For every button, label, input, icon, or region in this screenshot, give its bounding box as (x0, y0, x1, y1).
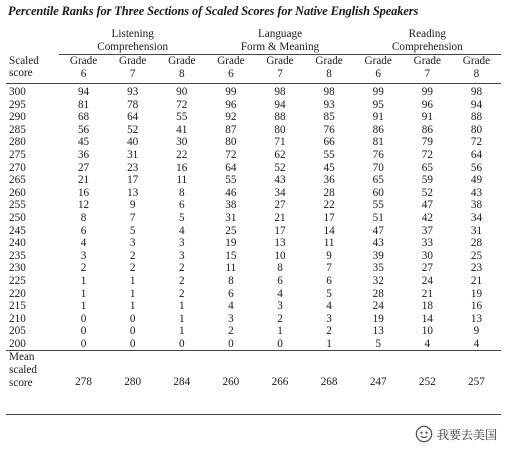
percentile-cell: 6 (277, 274, 283, 287)
mean-body (6, 351, 501, 389)
percentile-cell: 39 (372, 249, 384, 262)
percentile-cell: 93 (127, 86, 139, 98)
percentile-cell: 4 (277, 287, 283, 300)
percentile-cell: 7 (326, 262, 332, 275)
percentile-cell: 43 (372, 237, 384, 250)
percentile-cell: 94 (274, 98, 286, 111)
scaled-score-cell: 215 (9, 300, 26, 313)
percentile-cell: 0 (80, 312, 87, 325)
percentile-cell: 15 (225, 249, 237, 262)
section-title-line1: Language (257, 28, 303, 40)
percentile-cell: 72 (421, 148, 433, 161)
percentile-cell: 11 (176, 174, 188, 187)
corner-cell (6, 28, 59, 55)
percentile-cell: 21 (421, 287, 433, 300)
percentile-cell: 64 (127, 111, 139, 124)
grade-header: Grade 8 (462, 55, 491, 80)
percentile-cell: 59 (421, 174, 433, 187)
percentile-cell: 3 (80, 249, 87, 262)
table-row (6, 237, 501, 250)
percentile-cell: 65 (421, 161, 433, 174)
percentile-cell: 35 (372, 262, 384, 275)
table-row (6, 136, 501, 149)
percentile-cell: 76 (323, 123, 335, 136)
table-title: Percentile Ranks for Three Sections of Scaled Scores for Native English Speakers (8, 4, 419, 18)
percentile-cell: 62 (274, 148, 286, 161)
percentile-cell: 5 (129, 224, 136, 237)
percentile-cell: 88 (274, 111, 286, 124)
percentile-cell: 16 (176, 161, 188, 174)
percentile-cell: 18 (421, 300, 433, 313)
percentile-cell: 19 (372, 312, 384, 325)
grade-header-row (6, 55, 501, 84)
percentile-cell: 24 (372, 300, 384, 313)
percentile-cell: 17 (127, 174, 139, 187)
percentile-cell: 8 (277, 262, 283, 275)
percentile-cell: 25 (225, 224, 237, 237)
percentile-cell: 11 (323, 237, 335, 250)
percentile-cell: 28 (372, 287, 384, 300)
percentile-cell: 46 (225, 186, 237, 199)
percentile-cell: 68 (77, 111, 90, 124)
percentile-cell: 98 (470, 86, 483, 98)
percentile-cell: 4 (473, 337, 480, 350)
percentile-cell: 19 (470, 287, 483, 300)
mean-score-cell: 252 (403, 351, 452, 389)
section-title-line1: Reading (408, 28, 446, 40)
scaled-score-cell: 240 (9, 237, 26, 250)
scaled-score-cell: 275 (9, 148, 26, 161)
percentile-cell: 1 (178, 325, 185, 338)
percentile-cell: 37 (421, 224, 433, 237)
percentile-cell: 11 (225, 262, 237, 275)
percentile-cell: 31 (127, 148, 139, 161)
mean-score-cell: 284 (157, 351, 206, 389)
scaled-score-cell: 235 (9, 249, 26, 262)
mean-score-cell: 260 (206, 351, 255, 389)
percentile-cell: 2 (228, 325, 234, 338)
percentile-cell: 72 (176, 98, 188, 111)
grade-header: Grade 7 (413, 55, 441, 80)
percentile-cell: 0 (129, 312, 136, 325)
percentile-cell: 30 (176, 136, 188, 149)
percentile-cell: 80 (274, 123, 286, 136)
percentile-cell: 31 (470, 224, 483, 237)
grade-header: Grade 6 (217, 55, 245, 80)
mean-label: Mean scaled score (6, 351, 59, 389)
grade-header: Grade 8 (168, 55, 196, 80)
table-row (6, 99, 501, 112)
percentile-cell: 99 (372, 86, 384, 98)
percentile-cell: 4 (326, 300, 332, 313)
percentile-cell: 33 (421, 237, 433, 250)
percentile-cell: 0 (178, 337, 185, 350)
percentile-cell: 90 (176, 86, 188, 98)
percentile-cell: 1 (80, 274, 87, 287)
percentile-cell: 49 (470, 174, 483, 187)
table-row (6, 124, 501, 137)
table-row (6, 199, 501, 212)
grade-header: Grade 7 (266, 55, 294, 80)
table-row (6, 162, 501, 175)
scaled-score-cell: 290 (9, 111, 26, 124)
scaled-score-cell: 250 (9, 211, 26, 224)
percentile-cell: 13 (372, 325, 384, 338)
percentile-cell: 28 (470, 237, 483, 250)
percentile-cell: 72 (225, 148, 237, 161)
percentile-cell: 0 (129, 337, 136, 350)
percentile-cell: 8 (178, 186, 185, 199)
percentile-cell: 1 (80, 300, 87, 313)
grade-header: Grade 8 (315, 55, 343, 80)
mean-score-cell: 266 (255, 351, 304, 389)
percentile-cell: 78 (127, 98, 139, 111)
table-row (6, 288, 501, 301)
percentile-cell: 21 (274, 211, 286, 224)
scaled-score-cell: 230 (9, 262, 26, 275)
percentile-cell: 72 (470, 136, 483, 149)
mean-score-cell: 280 (108, 351, 157, 389)
percentile-cell: 0 (129, 325, 136, 338)
percentile-cell: 27 (274, 199, 286, 212)
section-header-row (6, 28, 501, 55)
scaled-score-header: Scaled score (9, 54, 39, 80)
mean-score-cell: 278 (59, 351, 108, 389)
percentile-cell: 8 (80, 211, 87, 224)
percentile-cell: 99 (421, 86, 433, 98)
percentile-cell: 3 (129, 237, 136, 250)
percentile-cell: 12 (77, 199, 90, 212)
percentile-cell: 13 (470, 312, 483, 325)
section-title-line2: Comprehension (97, 40, 169, 53)
table-row (6, 300, 501, 313)
percentile-cell: 19 (225, 237, 237, 250)
percentile-cell: 94 (77, 86, 90, 98)
percentile-cell: 2 (80, 262, 87, 275)
scaled-score-cell: 245 (9, 224, 26, 237)
table-row (6, 262, 501, 275)
table-row (6, 111, 501, 124)
percentile-cell: 36 (77, 148, 90, 161)
percentile-cell: 3 (277, 300, 283, 313)
percentile-cell: 1 (129, 300, 136, 313)
percentile-cell: 23 (127, 161, 139, 174)
percentile-cell: 1 (178, 300, 185, 313)
percentile-cell: 96 (421, 98, 433, 111)
percentile-cell: 64 (470, 148, 483, 161)
percentile-cell: 13 (127, 186, 139, 199)
percentile-cell: 3 (178, 249, 185, 262)
percentile-cell: 2 (178, 262, 185, 275)
percentile-cell: 25 (470, 249, 483, 262)
mean-score-cell: 247 (354, 351, 403, 389)
percentile-cell: 7 (129, 211, 136, 224)
percentile-cell: 40 (127, 136, 139, 149)
table-row (6, 250, 501, 263)
percentile-cell: 31 (225, 211, 237, 224)
percentile-cell: 55 (225, 174, 237, 187)
percentile-cell: 81 (372, 136, 384, 149)
table-row (6, 212, 501, 225)
percentile-cell: 5 (178, 211, 185, 224)
scaled-score-cell: 205 (9, 325, 26, 338)
percentile-cell: 9 (326, 249, 332, 262)
percentile-cell: 64 (225, 161, 237, 174)
percentile-cell: 34 (470, 211, 483, 224)
percentile-cell: 13 (274, 237, 286, 250)
percentile-cell: 24 (421, 274, 433, 287)
percentile-cell: 6 (228, 287, 234, 300)
scaled-score-cell: 200 (9, 337, 26, 350)
scaled-score-cell: 210 (9, 312, 26, 325)
percentile-cell: 94 (470, 98, 483, 111)
percentile-cell: 51 (372, 211, 384, 224)
scaled-score-cell: 220 (9, 287, 26, 300)
table-row (6, 275, 501, 288)
percentile-cell: 32 (372, 274, 384, 287)
percentile-cell: 5 (375, 337, 381, 350)
percentile-cell: 1 (277, 325, 283, 338)
percentile-cell: 96 (225, 98, 237, 111)
percentile-cell: 16 (77, 186, 90, 199)
scaled-score-cell: 280 (9, 136, 26, 149)
percentile-cell: 10 (274, 249, 286, 262)
section-title-line2: Form & Meaning (240, 40, 320, 53)
percentile-cell: 41 (176, 123, 188, 136)
table-row (6, 325, 501, 338)
percentile-cell: 21 (470, 274, 483, 287)
percentile-cell: 56 (470, 161, 483, 174)
percentile-cell: 98 (323, 86, 335, 98)
percentile-cell: 43 (274, 174, 286, 187)
scaled-score-cell: 225 (9, 274, 26, 287)
percentile-cell: 17 (323, 211, 335, 224)
percentile-cell: 10 (421, 325, 433, 338)
percentile-cell: 76 (372, 148, 384, 161)
scaled-score-cell: 265 (9, 174, 26, 187)
data-body (6, 84, 501, 351)
grade-header: Grade 6 (364, 55, 392, 80)
percentile-cell: 23 (470, 262, 483, 275)
section-listening (59, 28, 206, 55)
percentile-cell: 0 (80, 337, 87, 350)
percentile-cell: 2 (178, 274, 185, 287)
section-language (206, 28, 353, 55)
percentile-cell: 5 (326, 287, 332, 300)
percentile-cell: 80 (470, 123, 483, 136)
watermark-text: 我要去美国 (436, 427, 497, 442)
percentile-cell: 6 (80, 224, 87, 237)
scaled-score-cell: 260 (9, 186, 26, 199)
percentile-cell: 3 (228, 312, 234, 325)
percentile-cell: 86 (421, 123, 433, 136)
percentile-cell: 70 (372, 161, 384, 174)
percentile-cell: 4 (80, 237, 87, 250)
percentile-cell: 98 (274, 86, 286, 98)
percentile-cell: 91 (372, 111, 384, 124)
percentile-cell: 16 (470, 300, 483, 313)
percentile-cell: 0 (228, 337, 234, 350)
percentile-cell: 4 (228, 300, 234, 313)
percentile-cell: 55 (323, 148, 335, 161)
percentile-cell: 0 (277, 337, 283, 350)
bottom-rule (6, 414, 501, 415)
percentile-cell: 79 (421, 136, 433, 149)
percentile-cell: 27 (77, 161, 90, 174)
percentile-cell: 2 (326, 325, 332, 338)
mean-row (6, 351, 501, 389)
wechat-account-icon (415, 425, 433, 443)
percentile-cell: 27 (421, 262, 433, 275)
table-row (6, 313, 501, 326)
percentile-cell: 65 (372, 174, 384, 187)
scaled-score-cell: 255 (9, 199, 26, 212)
percentile-cell: 45 (323, 161, 335, 174)
percentile-cell: 1 (326, 337, 332, 350)
percentile-cell: 2 (277, 312, 283, 325)
percentile-cell: 3 (326, 312, 332, 325)
percentile-cell: 85 (323, 111, 335, 124)
table-row (6, 149, 501, 162)
percentile-cell: 0 (80, 325, 87, 338)
percentile-cell: 21 (77, 174, 90, 187)
percentile-cell: 28 (323, 186, 335, 199)
table-row (6, 225, 501, 238)
scaled-score-cell: 300 (9, 86, 26, 98)
percentile-cell: 88 (470, 111, 483, 124)
percentile-cell: 6 (178, 199, 185, 212)
section-title-line1: Listening (111, 28, 154, 40)
percentile-cell: 80 (225, 136, 237, 149)
percentile-cell: 1 (129, 287, 136, 300)
percentile-cell: 4 (424, 337, 431, 350)
grade-header: Grade 7 (118, 55, 147, 80)
percentile-cell: 55 (372, 199, 384, 212)
percentile-cell: 66 (323, 136, 335, 149)
percentile-cell: 17 (274, 224, 286, 237)
percentile-cell: 9 (473, 325, 480, 338)
percentile-cell: 47 (421, 199, 433, 212)
percentile-cell: 47 (372, 224, 384, 237)
percentile-cell: 1 (80, 287, 87, 300)
percentile-cell: 2 (178, 287, 185, 300)
mean-score-cell: 268 (305, 351, 354, 389)
percentile-cell: 4 (178, 224, 185, 237)
section-title-line2: Comprehension (391, 40, 463, 53)
percentile-cell: 52 (127, 123, 139, 136)
percentile-cell: 38 (225, 199, 237, 212)
percentile-cell: 43 (470, 186, 483, 199)
percentile-cell: 71 (274, 136, 286, 149)
percentile-cell: 1 (178, 312, 185, 325)
percentile-cell: 95 (372, 98, 384, 111)
table-row (6, 84, 501, 99)
percentile-cell: 91 (421, 111, 433, 124)
scaled-score-cell: 295 (9, 98, 26, 111)
section-reading (354, 28, 501, 55)
percentile-cell: 60 (372, 186, 384, 199)
table-row (6, 338, 501, 351)
percentile-cell: 92 (225, 111, 237, 124)
percentile-cell: 34 (274, 186, 286, 199)
percentile-cell: 6 (326, 274, 332, 287)
percentile-cell: 55 (176, 111, 188, 124)
percentile-cell: 22 (176, 148, 188, 161)
percentile-cell: 2 (129, 262, 136, 275)
table-row (6, 174, 501, 187)
percentile-cell: 93 (323, 98, 335, 111)
percentile-cell: 38 (470, 199, 483, 212)
percentile-table (6, 28, 501, 389)
percentile-cell: 14 (421, 312, 433, 325)
percentile-cell: 36 (323, 174, 335, 187)
percentile-cell: 81 (77, 98, 90, 111)
percentile-cell: 8 (228, 274, 234, 287)
table-row (6, 187, 501, 200)
percentile-cell: 2 (129, 249, 136, 262)
watermark (415, 423, 497, 445)
percentile-cell: 3 (178, 237, 185, 250)
percentile-cell: 86 (372, 123, 384, 136)
percentile-cell: 22 (323, 199, 335, 212)
percentile-cell: 1 (129, 274, 136, 287)
scaled-score-cell: 270 (9, 161, 26, 174)
percentile-cell: 9 (129, 199, 136, 212)
percentile-cell: 42 (421, 211, 433, 224)
percentile-cell: 14 (323, 224, 335, 237)
percentile-cell: 30 (421, 249, 433, 262)
percentile-cell: 99 (225, 86, 237, 98)
percentile-cell: 52 (421, 186, 433, 199)
percentile-cell: 56 (77, 123, 90, 136)
scaled-score-cell: 285 (9, 123, 26, 136)
grade-header: Grade 6 (69, 55, 98, 80)
mean-score-cell: 257 (452, 351, 501, 389)
percentile-cell: 52 (274, 161, 286, 174)
percentile-cell: 45 (77, 136, 90, 149)
percentile-cell: 87 (225, 123, 237, 136)
